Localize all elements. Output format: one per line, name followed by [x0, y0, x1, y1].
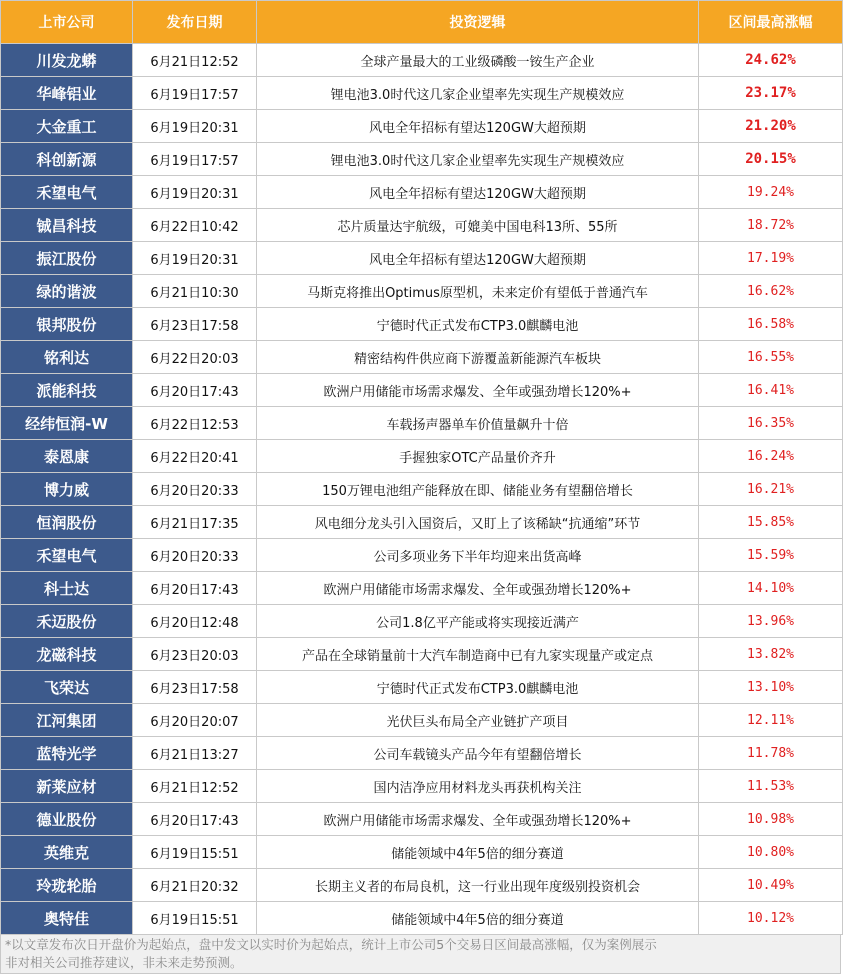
table-row	[1, 671, 843, 704]
publish-date-cell: 6月19日15:51	[133, 902, 257, 935]
company-name-cell: 蓝特光学	[1, 737, 133, 770]
company-name-cell: 川发龙蟒	[1, 44, 133, 77]
table-row	[1, 737, 843, 770]
investment-logic-cell: 公司多项业务下半年均迎来出货高峰	[257, 539, 699, 572]
publish-date-cell: 6月22日12:53	[133, 407, 257, 440]
company-name-cell: 飞荣达	[1, 671, 133, 704]
table-row	[1, 869, 843, 902]
max-gain-cell: 11.53%	[699, 770, 843, 803]
publish-date-cell: 6月21日17:35	[133, 506, 257, 539]
header-date: 发布日期	[133, 1, 257, 44]
company-name-cell: 禾迈股份	[1, 605, 133, 638]
table-row	[1, 44, 843, 77]
max-gain-cell: 16.62%	[699, 275, 843, 308]
max-gain-cell: 23.17%	[699, 77, 843, 110]
max-gain-cell: 14.10%	[699, 572, 843, 605]
investment-logic-cell: 150万锂电池组产能释放在即、储能业务有望翻倍增长	[257, 473, 699, 506]
max-gain-cell: 18.72%	[699, 209, 843, 242]
investment-logic-cell: 产品在全球销量前十大汽车制造商中已有九家实现量产或定点	[257, 638, 699, 671]
publish-date-cell: 6月21日10:30	[133, 275, 257, 308]
publish-date-cell: 6月20日17:43	[133, 374, 257, 407]
company-name-cell: 铭利达	[1, 341, 133, 374]
publish-date-cell: 6月21日12:52	[133, 770, 257, 803]
table-row	[1, 308, 843, 341]
max-gain-cell: 13.82%	[699, 638, 843, 671]
publish-date-cell: 6月19日17:57	[133, 143, 257, 176]
company-name-cell: 奥特佳	[1, 902, 133, 935]
investment-logic-cell: 公司1.8亿平产能或将实现接近满产	[257, 605, 699, 638]
publish-date-cell: 6月19日15:51	[133, 836, 257, 869]
investment-logic-cell: 欧洲户用储能市场需求爆发、全年或强劲增长120%+	[257, 374, 699, 407]
publish-date-cell: 6月22日20:41	[133, 440, 257, 473]
investment-logic-cell: 精密结构件供应商下游覆盖新能源汽车板块	[257, 341, 699, 374]
footnote-line-1: *以文章发布次日开盘价为起始点，盘中发文以实时价为起始点，统计上市公司5个交易日区间最高涨幅，仅为案例展示	[5, 937, 657, 952]
investment-logic-cell: 欧洲户用储能市场需求爆发、全年或强劲增长120%+	[257, 572, 699, 605]
company-name-cell: 派能科技	[1, 374, 133, 407]
table-row	[1, 242, 843, 275]
company-name-cell: 新莱应材	[1, 770, 133, 803]
table-row	[1, 572, 843, 605]
table-row	[1, 902, 843, 935]
company-name-cell: 恒润股份	[1, 506, 133, 539]
investment-logic-cell: 手握独家OTC产品量价齐升	[257, 440, 699, 473]
investment-logic-cell: 储能领域中4年5倍的细分赛道	[257, 902, 699, 935]
investment-logic-cell: 长期主义者的布局良机，这一行业出现年度级别投资机会	[257, 869, 699, 902]
company-name-cell: 科士达	[1, 572, 133, 605]
company-name-cell: 德业股份	[1, 803, 133, 836]
company-name-cell: 银邦股份	[1, 308, 133, 341]
publish-date-cell: 6月23日17:58	[133, 671, 257, 704]
max-gain-cell: 20.15%	[699, 143, 843, 176]
max-gain-cell: 17.19%	[699, 242, 843, 275]
table-row	[1, 176, 843, 209]
company-name-cell: 英维克	[1, 836, 133, 869]
footnote-line-2: 非对相关公司推荐建议，非未来走势预测。	[5, 955, 243, 970]
max-gain-cell: 13.10%	[699, 671, 843, 704]
investment-logic-cell: 国内洁净应用材料龙头再获机构关注	[257, 770, 699, 803]
table-row	[1, 209, 843, 242]
investment-logic-cell: 锂电池3.0时代这几家企业望率先实现生产规模效应	[257, 143, 699, 176]
table-row	[1, 407, 843, 440]
publish-date-cell: 6月20日17:43	[133, 572, 257, 605]
max-gain-cell: 21.20%	[699, 110, 843, 143]
publish-date-cell: 6月21日12:52	[133, 44, 257, 77]
header-company: 上市公司	[1, 1, 133, 44]
footnote	[0, 934, 841, 974]
table-row	[1, 341, 843, 374]
max-gain-cell: 16.55%	[699, 341, 843, 374]
publish-date-cell: 6月21日20:32	[133, 869, 257, 902]
table-row	[1, 803, 843, 836]
table-row	[1, 110, 843, 143]
table-row	[1, 143, 843, 176]
table-row	[1, 770, 843, 803]
table-row	[1, 539, 843, 572]
table-row	[1, 473, 843, 506]
investment-logic-cell: 储能领域中4年5倍的细分赛道	[257, 836, 699, 869]
table-body	[1, 44, 843, 935]
company-name-cell: 禾望电气	[1, 539, 133, 572]
max-gain-cell: 19.24%	[699, 176, 843, 209]
investment-logic-cell: 风电细分龙头引入国资后，又盯上了该稀缺“抗通缩”环节	[257, 506, 699, 539]
investment-logic-cell: 风电全年招标有望达120GW大超预期	[257, 176, 699, 209]
publish-date-cell: 6月23日17:58	[133, 308, 257, 341]
publish-date-cell: 6月22日20:03	[133, 341, 257, 374]
table-row	[1, 638, 843, 671]
max-gain-cell: 12.11%	[699, 704, 843, 737]
investment-logic-cell: 宁德时代正式发布CTP3.0麒麟电池	[257, 308, 699, 341]
table-row	[1, 275, 843, 308]
investment-logic-cell: 芯片质量达宇航级，可媲美中国电科13所、55所	[257, 209, 699, 242]
max-gain-cell: 15.85%	[699, 506, 843, 539]
table-row	[1, 77, 843, 110]
table-header-row	[1, 1, 843, 44]
company-name-cell: 博力威	[1, 473, 133, 506]
max-gain-cell: 10.80%	[699, 836, 843, 869]
max-gain-cell: 11.78%	[699, 737, 843, 770]
publish-date-cell: 6月20日20:33	[133, 539, 257, 572]
table-row	[1, 605, 843, 638]
publish-date-cell: 6月22日10:42	[133, 209, 257, 242]
max-gain-cell: 15.59%	[699, 539, 843, 572]
publish-date-cell: 6月20日20:07	[133, 704, 257, 737]
table-row	[1, 704, 843, 737]
table-row	[1, 374, 843, 407]
investment-logic-cell: 公司车载镜头产品今年有望翻倍增长	[257, 737, 699, 770]
max-gain-cell: 16.24%	[699, 440, 843, 473]
max-gain-cell: 10.98%	[699, 803, 843, 836]
company-name-cell: 龙磁科技	[1, 638, 133, 671]
publish-date-cell: 6月20日12:48	[133, 605, 257, 638]
publish-date-cell: 6月19日20:31	[133, 176, 257, 209]
investment-logic-cell: 全球产量最大的工业级磷酸一铵生产企业	[257, 44, 699, 77]
max-gain-cell: 10.12%	[699, 902, 843, 935]
max-gain-cell: 13.96%	[699, 605, 843, 638]
company-name-cell: 科创新源	[1, 143, 133, 176]
company-name-cell: 振江股份	[1, 242, 133, 275]
max-gain-cell: 10.49%	[699, 869, 843, 902]
company-name-cell: 经纬恒润-W	[1, 407, 133, 440]
header-logic: 投资逻辑	[257, 1, 699, 44]
max-gain-cell: 16.41%	[699, 374, 843, 407]
table-row	[1, 440, 843, 473]
company-name-cell: 泰恩康	[1, 440, 133, 473]
investment-logic-cell: 光伏巨头布局全产业链扩产项目	[257, 704, 699, 737]
company-name-cell: 铖昌科技	[1, 209, 133, 242]
company-name-cell: 禾望电气	[1, 176, 133, 209]
investment-logic-cell: 欧洲户用储能市场需求爆发、全年或强劲增长120%+	[257, 803, 699, 836]
table-row	[1, 506, 843, 539]
company-name-cell: 大金重工	[1, 110, 133, 143]
max-gain-cell: 24.62%	[699, 44, 843, 77]
publish-date-cell: 6月19日20:31	[133, 242, 257, 275]
investment-logic-cell: 马斯克将推出Optimus原型机，未来定价有望低于普通汽车	[257, 275, 699, 308]
table-row	[1, 836, 843, 869]
investment-logic-cell: 车载扬声器单车价值量飙升十倍	[257, 407, 699, 440]
investment-logic-cell: 宁德时代正式发布CTP3.0麒麟电池	[257, 671, 699, 704]
company-name-cell: 玲珑轮胎	[1, 869, 133, 902]
investment-logic-cell: 风电全年招标有望达120GW大超预期	[257, 110, 699, 143]
investment-logic-cell: 锂电池3.0时代这几家企业望率先实现生产规模效应	[257, 77, 699, 110]
max-gain-cell: 16.58%	[699, 308, 843, 341]
max-gain-cell: 16.21%	[699, 473, 843, 506]
company-name-cell: 江河集团	[1, 704, 133, 737]
publish-date-cell: 6月20日17:43	[133, 803, 257, 836]
publish-date-cell: 6月19日20:31	[133, 110, 257, 143]
publish-date-cell: 6月20日20:33	[133, 473, 257, 506]
company-name-cell: 华峰铝业	[1, 77, 133, 110]
publish-date-cell: 6月19日17:57	[133, 77, 257, 110]
publish-date-cell: 6月23日20:03	[133, 638, 257, 671]
investment-logic-cell: 风电全年招标有望达120GW大超预期	[257, 242, 699, 275]
max-gain-cell: 16.35%	[699, 407, 843, 440]
company-name-cell: 绿的谐波	[1, 275, 133, 308]
publish-date-cell: 6月21日13:27	[133, 737, 257, 770]
header-gain: 区间最高涨幅	[699, 1, 843, 44]
